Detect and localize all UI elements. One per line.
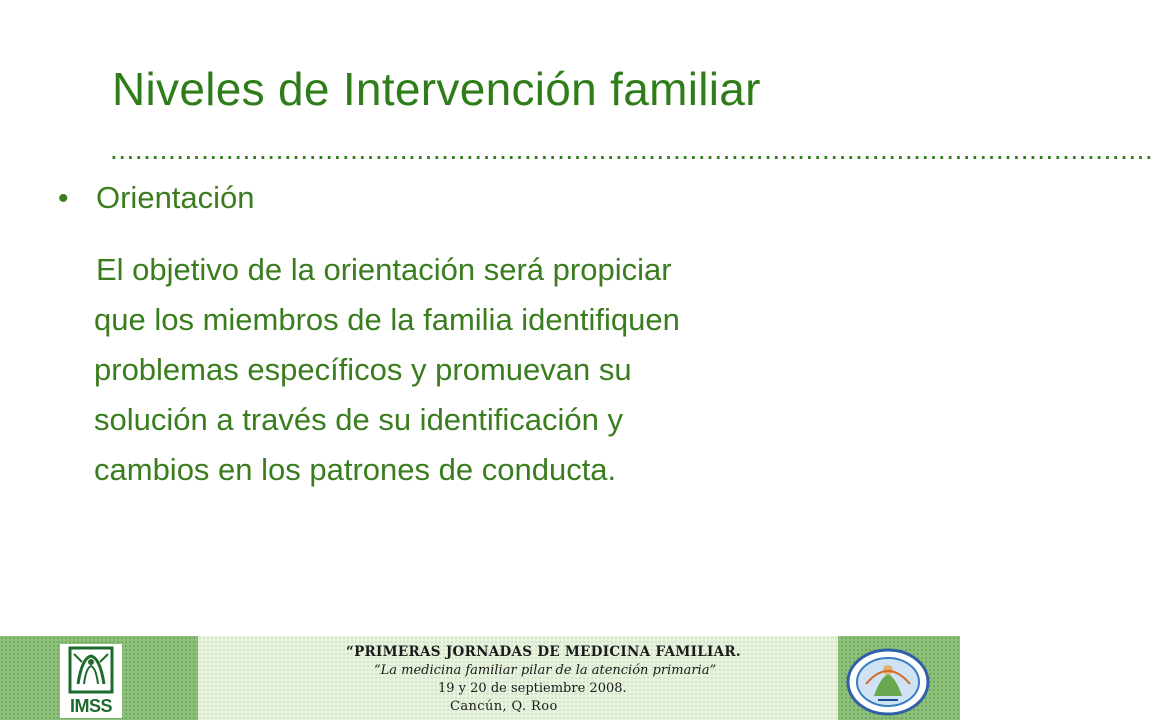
bullet-item <box>58 180 255 216</box>
bullet-heading: Orientación <box>96 180 255 215</box>
bullet-marker: • <box>58 182 69 215</box>
footer-banner <box>0 636 960 720</box>
slide-title: Niveles de Intervención familiar <box>112 63 761 115</box>
body-line: El objetivo de la orientación será propiciar <box>96 252 672 287</box>
footer-caption-panel <box>198 636 838 720</box>
body-line: solución a través de su identificación y <box>94 402 624 437</box>
dotted-divider: .............................................................................................................................. <box>110 134 1153 165</box>
conference-location: Cancún, Q. Roo <box>450 699 558 714</box>
conference-date: 19 y 20 de septiembre 2008. <box>438 681 627 696</box>
conference-seal-icon <box>844 648 932 716</box>
body-line: problemas específicos y promuevan su <box>94 352 632 387</box>
conference-motto: “La medicina familiar pilar de la atención primaria” <box>374 663 717 678</box>
imss-logo-icon <box>60 644 122 698</box>
body-line: que los miembros de la familia identifiquen <box>94 302 680 337</box>
conference-title: “PRIMERAS JORNADAS DE MEDICINA FAMILIAR. <box>346 644 741 660</box>
imss-logo <box>60 644 122 718</box>
body-line: cambios en los patrones de conducta. <box>94 452 617 487</box>
imss-logo-text: IMSS <box>69 696 112 716</box>
body-paragraph <box>94 245 924 495</box>
